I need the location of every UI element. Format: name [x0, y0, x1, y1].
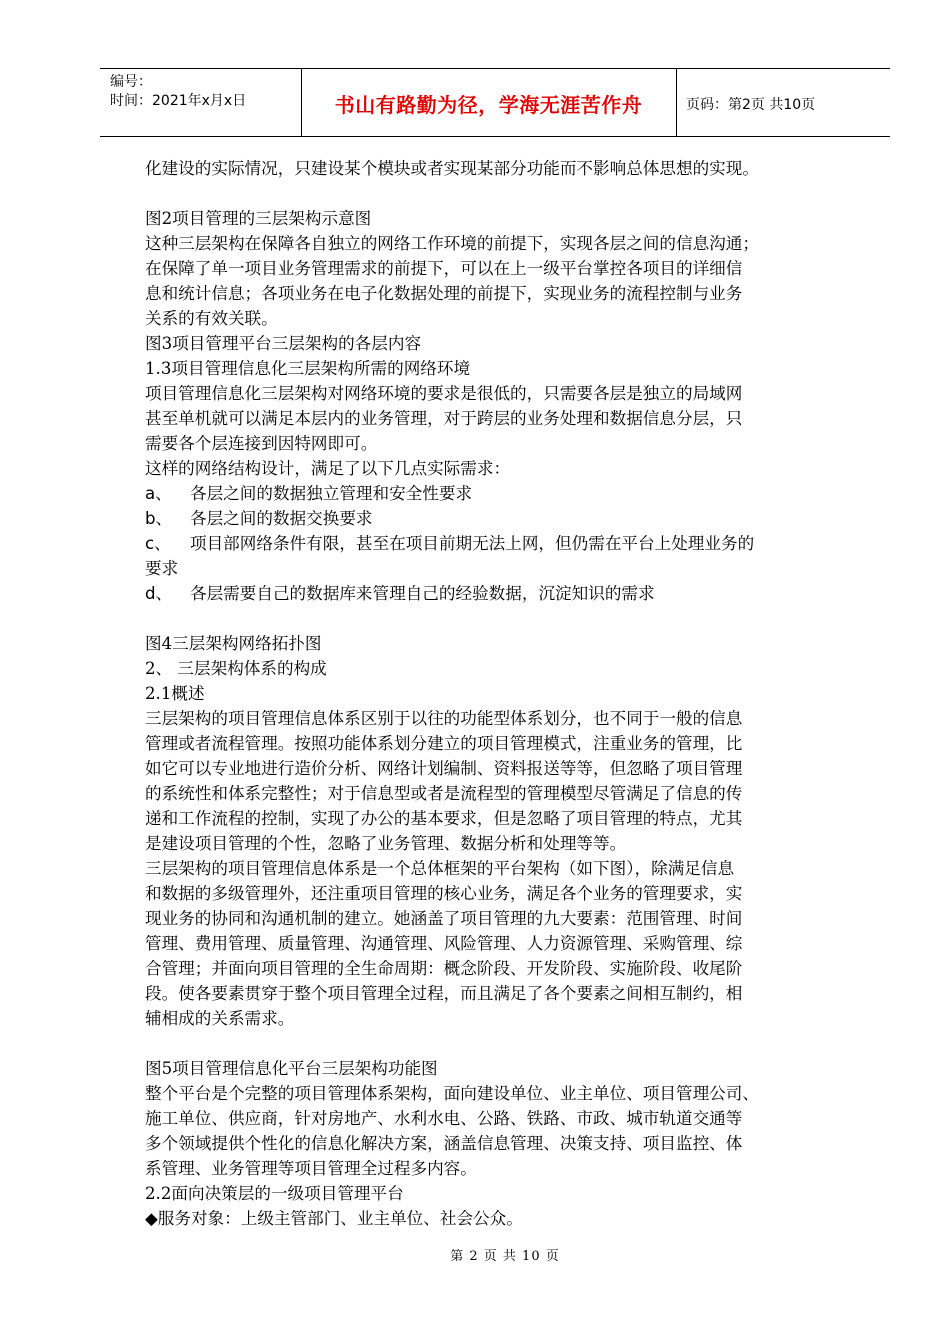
text-line: ◆服务对象：上级主管部门、业主单位、社会公众。: [145, 1209, 523, 1228]
text-line: 是建设项目管理的个性，忽略了业务管理、数据分析和处理等等。: [145, 834, 627, 853]
text-line: 图2项目管理的三层架构示意图: [145, 209, 372, 228]
text-line: 图4三层架构网络拓扑图: [145, 634, 322, 653]
blank-line: [145, 606, 850, 631]
paragraph-block: [145, 606, 850, 1231]
text-line: 1.3项目管理信息化三层架构所需的网络环境: [145, 359, 471, 378]
text-line: 2.2面向决策层的一级项目管理平台: [145, 1184, 404, 1203]
paragraph-block: [145, 156, 850, 481]
header-page-info: 页码：第2页 共10页: [686, 97, 816, 113]
header-meta: [110, 73, 246, 111]
text-line: 段。使各要素贯穿于整个项目管理全过程，而且满足了各个要素之间相互制约，相: [145, 984, 743, 1003]
requirement-text: 项目部网络条件有限，甚至在项目前期无法上网，但仍需在平台上处理业务的: [190, 534, 755, 553]
text-line: 三层架构的项目管理信息体系区别于以往的功能型体系划分，也不同于一般的信息: [145, 709, 743, 728]
text-line: 现业务的协同和沟通机制的建立。她涵盖了项目管理的九大要素：范围管理、时间: [145, 909, 743, 928]
requirement-label: a、: [145, 484, 172, 503]
requirement-label: b、: [145, 509, 173, 528]
text-line: 需要各个层连接到因特网即可。: [145, 434, 378, 453]
requirement-item: [145, 556, 850, 581]
header-number: 编号：: [110, 74, 152, 90]
text-line: 图5项目管理信息化平台三层架构功能图: [145, 1059, 438, 1078]
text-line: 系管理、业务管理等项目管理全过程多内容。: [145, 1159, 477, 1178]
document-header: [100, 68, 890, 137]
requirements-list: [145, 481, 850, 606]
text-line: 化建设的实际情况，只建设某个模块或者实现某部分功能而不影响总体思想的实现。: [145, 159, 759, 178]
text-line: 2.1概述: [145, 684, 205, 703]
text-line: 如它可以专业地进行造价分析、网络计划编制、资料报送等等，但忽略了项目管理: [145, 759, 743, 778]
requirement-label: d、: [145, 584, 173, 603]
text-line: 合管理；并面向项目管理的全生命周期：概念阶段、开发阶段、实施阶段、收尾阶: [145, 959, 743, 978]
requirement-label: c、: [145, 534, 171, 553]
text-line: 2、 三层架构体系的构成: [145, 659, 327, 678]
requirement-item: [145, 531, 850, 556]
text-line: 甚至单机就可以满足本层内的业务管理，对于跨层的业务处理和数据信息分层，只: [145, 409, 743, 428]
blank-line: [145, 1031, 850, 1056]
text-line: 管理或者流程管理。按照功能体系划分建立的项目管理模式，注重业务的管理，比: [145, 734, 743, 753]
text-line: 和数据的多级管理外，还注重项目管理的核心业务，满足各个业务的管理要求，实: [145, 884, 743, 903]
blank-line: [145, 181, 850, 206]
text-line: 这种三层架构在保障各自独立的网络工作环境的前提下，实现各层之间的信息沟通；: [145, 234, 759, 253]
text-line: 项目管理信息化三层架构对网络环境的要求是很低的，只需要各层是独立的局域网: [145, 384, 743, 403]
text-line: 辅相成的关系需求。: [145, 1009, 295, 1028]
text-line: 三层架构的项目管理信息体系是一个总体框架的平台架构（如下图），除满足信息: [145, 859, 735, 878]
text-line: 整个平台是个完整的项目管理体系架构，面向建设单位、业主单位、项目管理公司、: [145, 1084, 759, 1103]
requirement-text: 各层需要自己的数据库来管理自己的经验数据，沉淀知识的需求: [190, 584, 655, 603]
text-line: 多个领域提供个性化的信息化解决方案，涵盖信息管理、决策支持、项目监控、体: [145, 1134, 743, 1153]
text-line: 息和统计信息；各项业务在电子化数据处理的前提下，实现业务的流程控制与业务: [145, 284, 743, 303]
text-line: 图3项目管理平台三层架构的各层内容: [145, 334, 422, 353]
requirement-item: [145, 481, 850, 506]
text-line: 在保障了单一项目业务管理需求的前提下，可以在上一级平台掌控各项目的详细信: [145, 259, 743, 278]
page-footer: 第 2 页 共 10 页: [450, 1249, 560, 1264]
document-body: [145, 156, 850, 1231]
text-line: 的系统性和体系完整性；对于信息型或者是流程型的管理模型尽管满足了信息的传: [145, 784, 743, 803]
header-divider: [676, 69, 677, 136]
text-line: 递和工作流程的控制，实现了办公的基本要求，但是忽略了项目管理的特点，尤其: [145, 809, 743, 828]
text-line: 关系的有效关联。: [145, 309, 278, 328]
text-line: 这样的网络结构设计，满足了以下几点实际需求：: [145, 459, 511, 478]
text-line: 施工单位、供应商，针对房地产、水利水电、公路、铁路、市政、城市轨道交通等: [145, 1109, 743, 1128]
requirement-text: 各层之间的数据独立管理和安全性要求: [190, 484, 473, 503]
text-line: 管理、费用管理、质量管理、沟通管理、风险管理、人力资源管理、采购管理、综: [145, 934, 743, 953]
header-time: 时间：2021年x月x日: [110, 93, 247, 109]
requirement-text: 要求: [145, 559, 179, 578]
requirement-item: [145, 506, 850, 531]
requirement-text: 各层之间的数据交换要求: [190, 509, 373, 528]
requirement-item: [145, 581, 850, 606]
header-motto: 书山有路勤为径，学海无涯苦作舟: [334, 93, 643, 117]
